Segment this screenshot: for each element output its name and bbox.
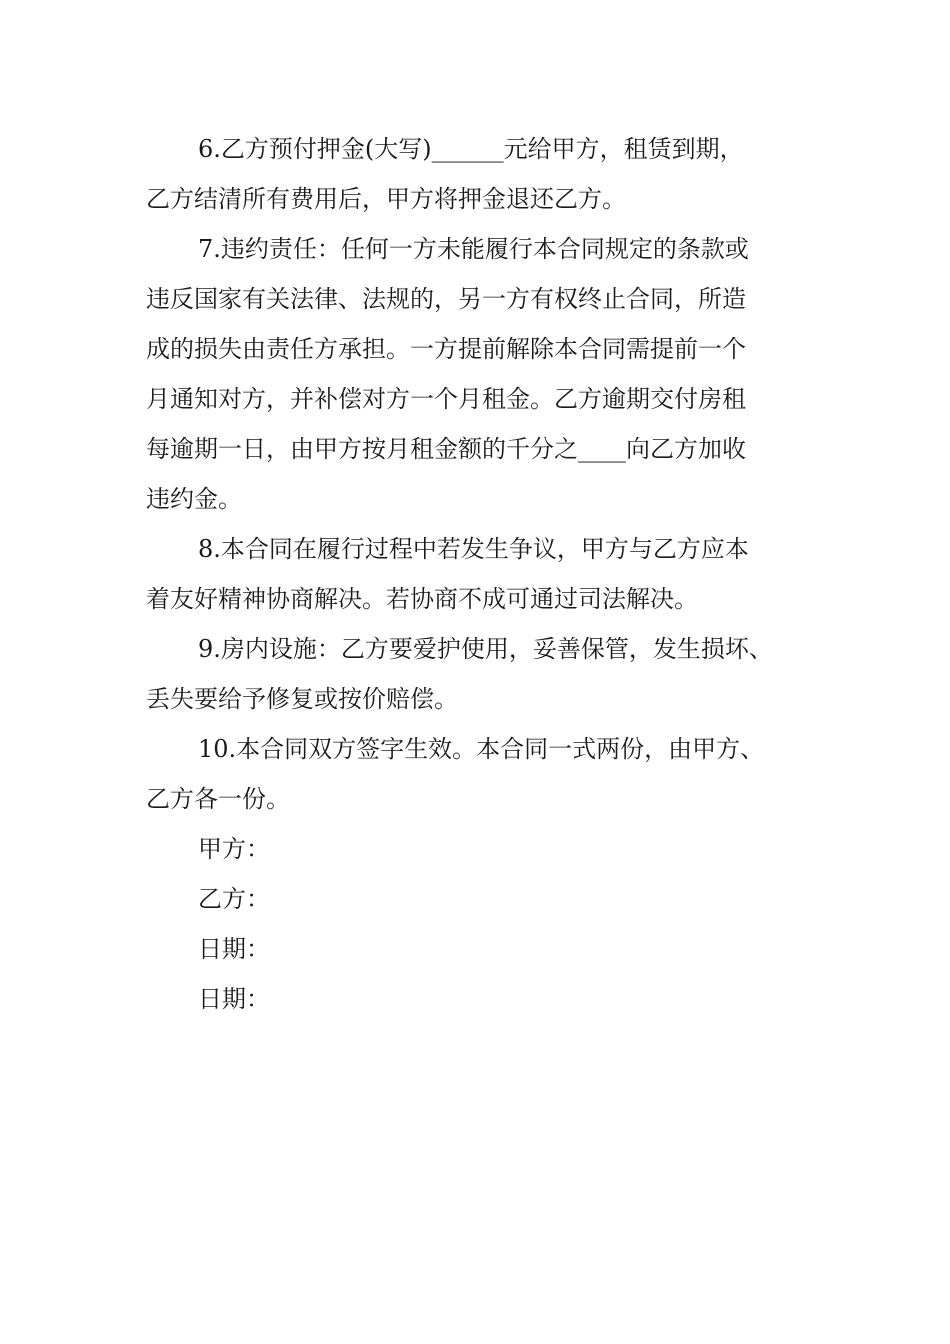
signature-party-b: 乙方：	[198, 885, 270, 913]
clause-7-line-2: 违反国家有关法律、法规的，另一方有权终止合同，所造	[146, 285, 746, 313]
clause-8-line-1: 8.本合同在履行过程中若发生争议，甲方与乙方应本	[198, 535, 749, 563]
signature-date-b: 日期：	[198, 985, 270, 1013]
clause-6-line-1: 6.乙方预付押金(大写)______元给甲方，租赁到期，	[198, 135, 744, 163]
clause-8-line-2: 着友好精神协商解决。若协商不成可通过司法解决。	[146, 585, 698, 613]
signature-party-a: 甲方：	[198, 835, 270, 863]
contract-body	[146, 124, 816, 1024]
clause-7-line-4: 月通知对方，并补偿对方一个月租金。乙方逾期交付房租	[146, 385, 746, 413]
clause-10-line-1: 10.本合同双方签字生效。本合同一式两份，由甲方、	[198, 735, 765, 763]
clause-9-line-1: 9.房内设施：乙方要爱护使用，妥善保管，发生损坏、	[198, 635, 773, 663]
clause-7-line-3: 成的损失由责任方承担。一方提前解除本合同需提前一个	[146, 335, 746, 363]
clause-10-line-2: 乙方各一份。	[146, 785, 290, 813]
clause-9-line-2: 丢失要给予修复或按价赔偿。	[146, 685, 458, 713]
clause-7-line-6: 违约金。	[146, 485, 242, 513]
clause-7-line-5: 每逾期一日，由甲方按月租金额的千分之____向乙方加收	[146, 435, 746, 463]
clause-6-line-2: 乙方结清所有费用后，甲方将押金退还乙方。	[146, 185, 626, 213]
clause-7-line-1: 7.违约责任：任何一方未能履行本合同规定的条款或	[198, 235, 749, 263]
signature-date-a: 日期：	[198, 935, 270, 963]
